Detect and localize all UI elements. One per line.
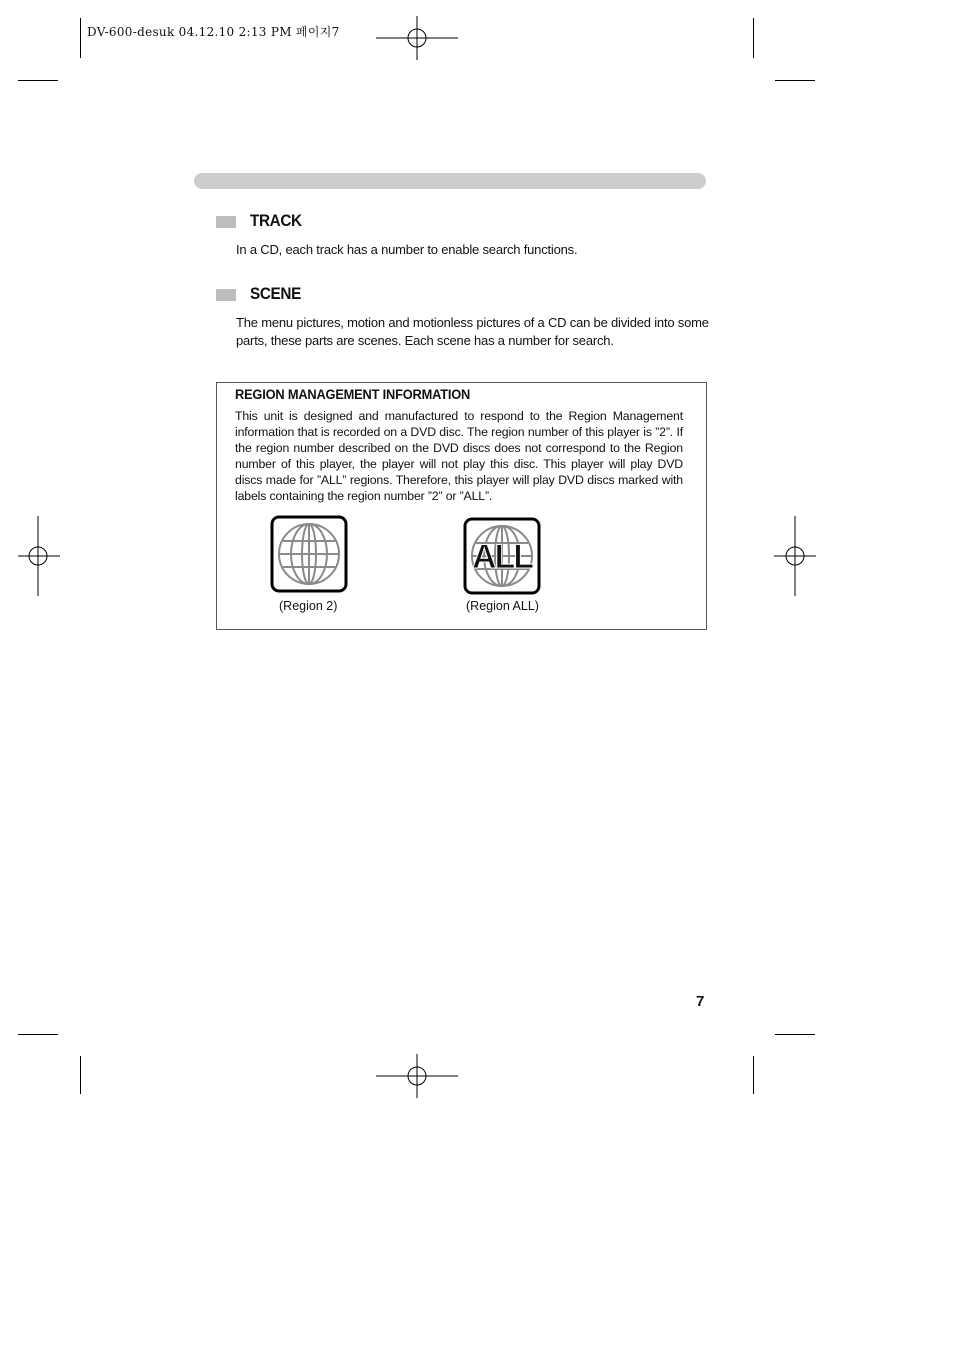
header-bar [194, 173, 706, 189]
section-marker [216, 216, 236, 228]
region-all-caption: (Region ALL) [466, 599, 539, 613]
print-slug: DV-600-desuk 04.12.10 2:13 PM 페이지7 [87, 25, 340, 39]
track-description: In a CD, each track has a number to enable search functions. [236, 242, 578, 257]
region-all-label: ALL [471, 538, 533, 576]
region-2-caption: (Region 2) [279, 599, 338, 613]
registration-mark-top [376, 16, 458, 60]
page-number: 7 [696, 993, 705, 1010]
registration-mark-left [18, 516, 60, 596]
scene-description [236, 314, 709, 350]
region-2-globe-icon [270, 515, 348, 593]
section-marker [216, 289, 236, 301]
registration-mark-right [774, 516, 816, 596]
scene-description-line: parts, these parts are scenes. Each scene has a number for search. [236, 333, 614, 348]
section-title-track: TRACK [250, 211, 302, 230]
region-info-box [216, 382, 707, 630]
region-box-text: This unit is designed and manufactured to respond to the Region Management information that is recorded on a DVD disc. The region number of this player is ”2”. If the region number described on the DVD discs does not correspond to the Region number of this player, the player will not play this disc. This player will play DVD discs made for ”ALL” regions. Therefore, this player will play DVD discs marked with labels containing the region number ”2” or ”ALL”. [235, 409, 683, 503]
registration-mark-bottom [376, 1054, 458, 1098]
section-title-scene: SCENE [250, 284, 301, 303]
region-box-title: REGION MANAGEMENT INFORMATION [235, 387, 471, 402]
region-all-globe-icon [463, 517, 541, 595]
scene-description-line: The menu pictures, motion and motionless pictures of a CD can be divided into some [236, 315, 709, 330]
